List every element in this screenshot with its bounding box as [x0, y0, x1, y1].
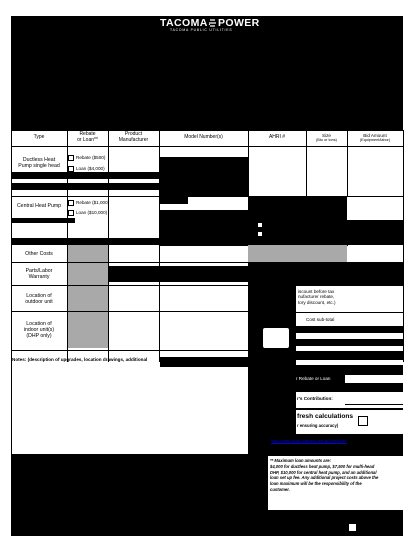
- header-ahri: AHRI #: [268, 134, 286, 141]
- ductless-rebate-label: Rebate ($500): [76, 155, 106, 160]
- central-loan-checkbox[interactable]: [68, 210, 74, 216]
- header-type: Type: [33, 134, 45, 141]
- discount-text: iscount before tax nufacturer rebate, tory discount, etc.): [298, 289, 336, 305]
- redaction-bar: [11, 183, 159, 190]
- logo-name-right: POWER: [218, 17, 260, 29]
- redaction-gap: [347, 197, 403, 220]
- header-model: Model Number(s): [184, 134, 223, 141]
- refresh-checkbox[interactable]: [358, 416, 368, 426]
- indoor-shaded: [68, 312, 108, 348]
- unknown-checkbox-2[interactable]: [257, 231, 263, 237]
- freshcalc-link[interactable]: https://www.mytpu.org/save-energy/FreshCalc: [271, 439, 347, 443]
- unknown-checkbox-1[interactable]: [257, 222, 263, 228]
- header-rebate-loan: Rebate or Loan**: [77, 131, 98, 143]
- white-bar: [296, 346, 403, 351]
- ductless-loan-label: Loan ($4,000): [76, 166, 105, 171]
- logo-tagline: TACOMA PUBLIC UTILITIES: [170, 28, 233, 32]
- header-manufacturer: Product Manufacturer: [118, 131, 149, 143]
- contribution-underline: [345, 404, 403, 405]
- other-costs-shaded: [68, 245, 108, 262]
- white-bar: [345, 375, 403, 383]
- loan-note-text: ** Maximum loan amounts are: $4,000 for ductless heat pump, $7,500 for multi-head DHP, $10,000 for central heat pump, and an additional loan set up fee. Any additional project costs above the loan maximum will be the responsibility of the customer.: [270, 458, 379, 492]
- input-box[interactable]: [263, 328, 289, 348]
- redaction-bar: [11, 218, 75, 223]
- bottom-checkbox[interactable]: [348, 523, 357, 532]
- notes-left-border: [11, 350, 12, 454]
- notes-label: Notes: (description of upgrades, location drawings, additional: [12, 357, 148, 362]
- parts-shaded: [68, 263, 108, 285]
- contribution-label: r's Contribution:: [297, 396, 333, 401]
- logo-lightning-icon: [209, 19, 216, 28]
- central-rebate-checkbox[interactable]: [68, 200, 74, 206]
- header-size: Size (Btu or tons): [316, 132, 337, 142]
- redaction-model-ductless: [160, 157, 248, 197]
- row-label-indoor-unit: Location of indoor unit(s) (DHP only): [23, 321, 55, 339]
- redaction-model-central: [160, 197, 188, 204]
- cost-subtotal-label: Cost sub-total: [306, 317, 335, 322]
- logo-emblem-icon: .: [208, 17, 211, 28]
- redaction-parts: [108, 266, 248, 282]
- row-label-other-costs: Other Costs: [25, 250, 53, 257]
- other-costs-shaded-right: [248, 245, 347, 262]
- ductless-rebate-checkbox[interactable]: [68, 155, 74, 161]
- rebate-or-loan-label: r Rebate or Loan: [296, 376, 331, 381]
- table-right-border: [403, 130, 404, 362]
- tacoma-power-logo: [160, 18, 262, 32]
- header-bid-amount: Bid Amount (Equipment/labor): [359, 132, 391, 142]
- redaction-model-central-2: [160, 210, 248, 246]
- redaction-notes: [160, 357, 248, 367]
- row-label-central: Central Heat Pump: [16, 203, 62, 209]
- redaction-bar: [11, 172, 159, 179]
- logo-name-left: TACOMA: [160, 17, 208, 29]
- row-label-ductless: Ductless Heat Pump single head: [18, 157, 60, 169]
- col-divider-rebate: [108, 130, 109, 362]
- white-bar: [296, 333, 403, 339]
- refresh-note: r ensuring accuracy): [297, 423, 339, 428]
- row-label-parts-warranty: Parts/Labor Warranty: [25, 268, 53, 280]
- refresh-calculations-label: fresh calculations: [297, 413, 354, 420]
- redacted-header-block: [11, 16, 403, 130]
- row-label-outdoor-unit: Location of outdoor unit: [25, 292, 53, 305]
- row-divider: [11, 350, 248, 351]
- table-header-bottom-border: [11, 146, 403, 147]
- central-loan-label: Loan ($10,000): [76, 210, 108, 215]
- outdoor-shaded: [68, 286, 108, 311]
- central-rebate-label: Rebate ($1,000): [76, 200, 110, 205]
- white-bar: [296, 360, 403, 365]
